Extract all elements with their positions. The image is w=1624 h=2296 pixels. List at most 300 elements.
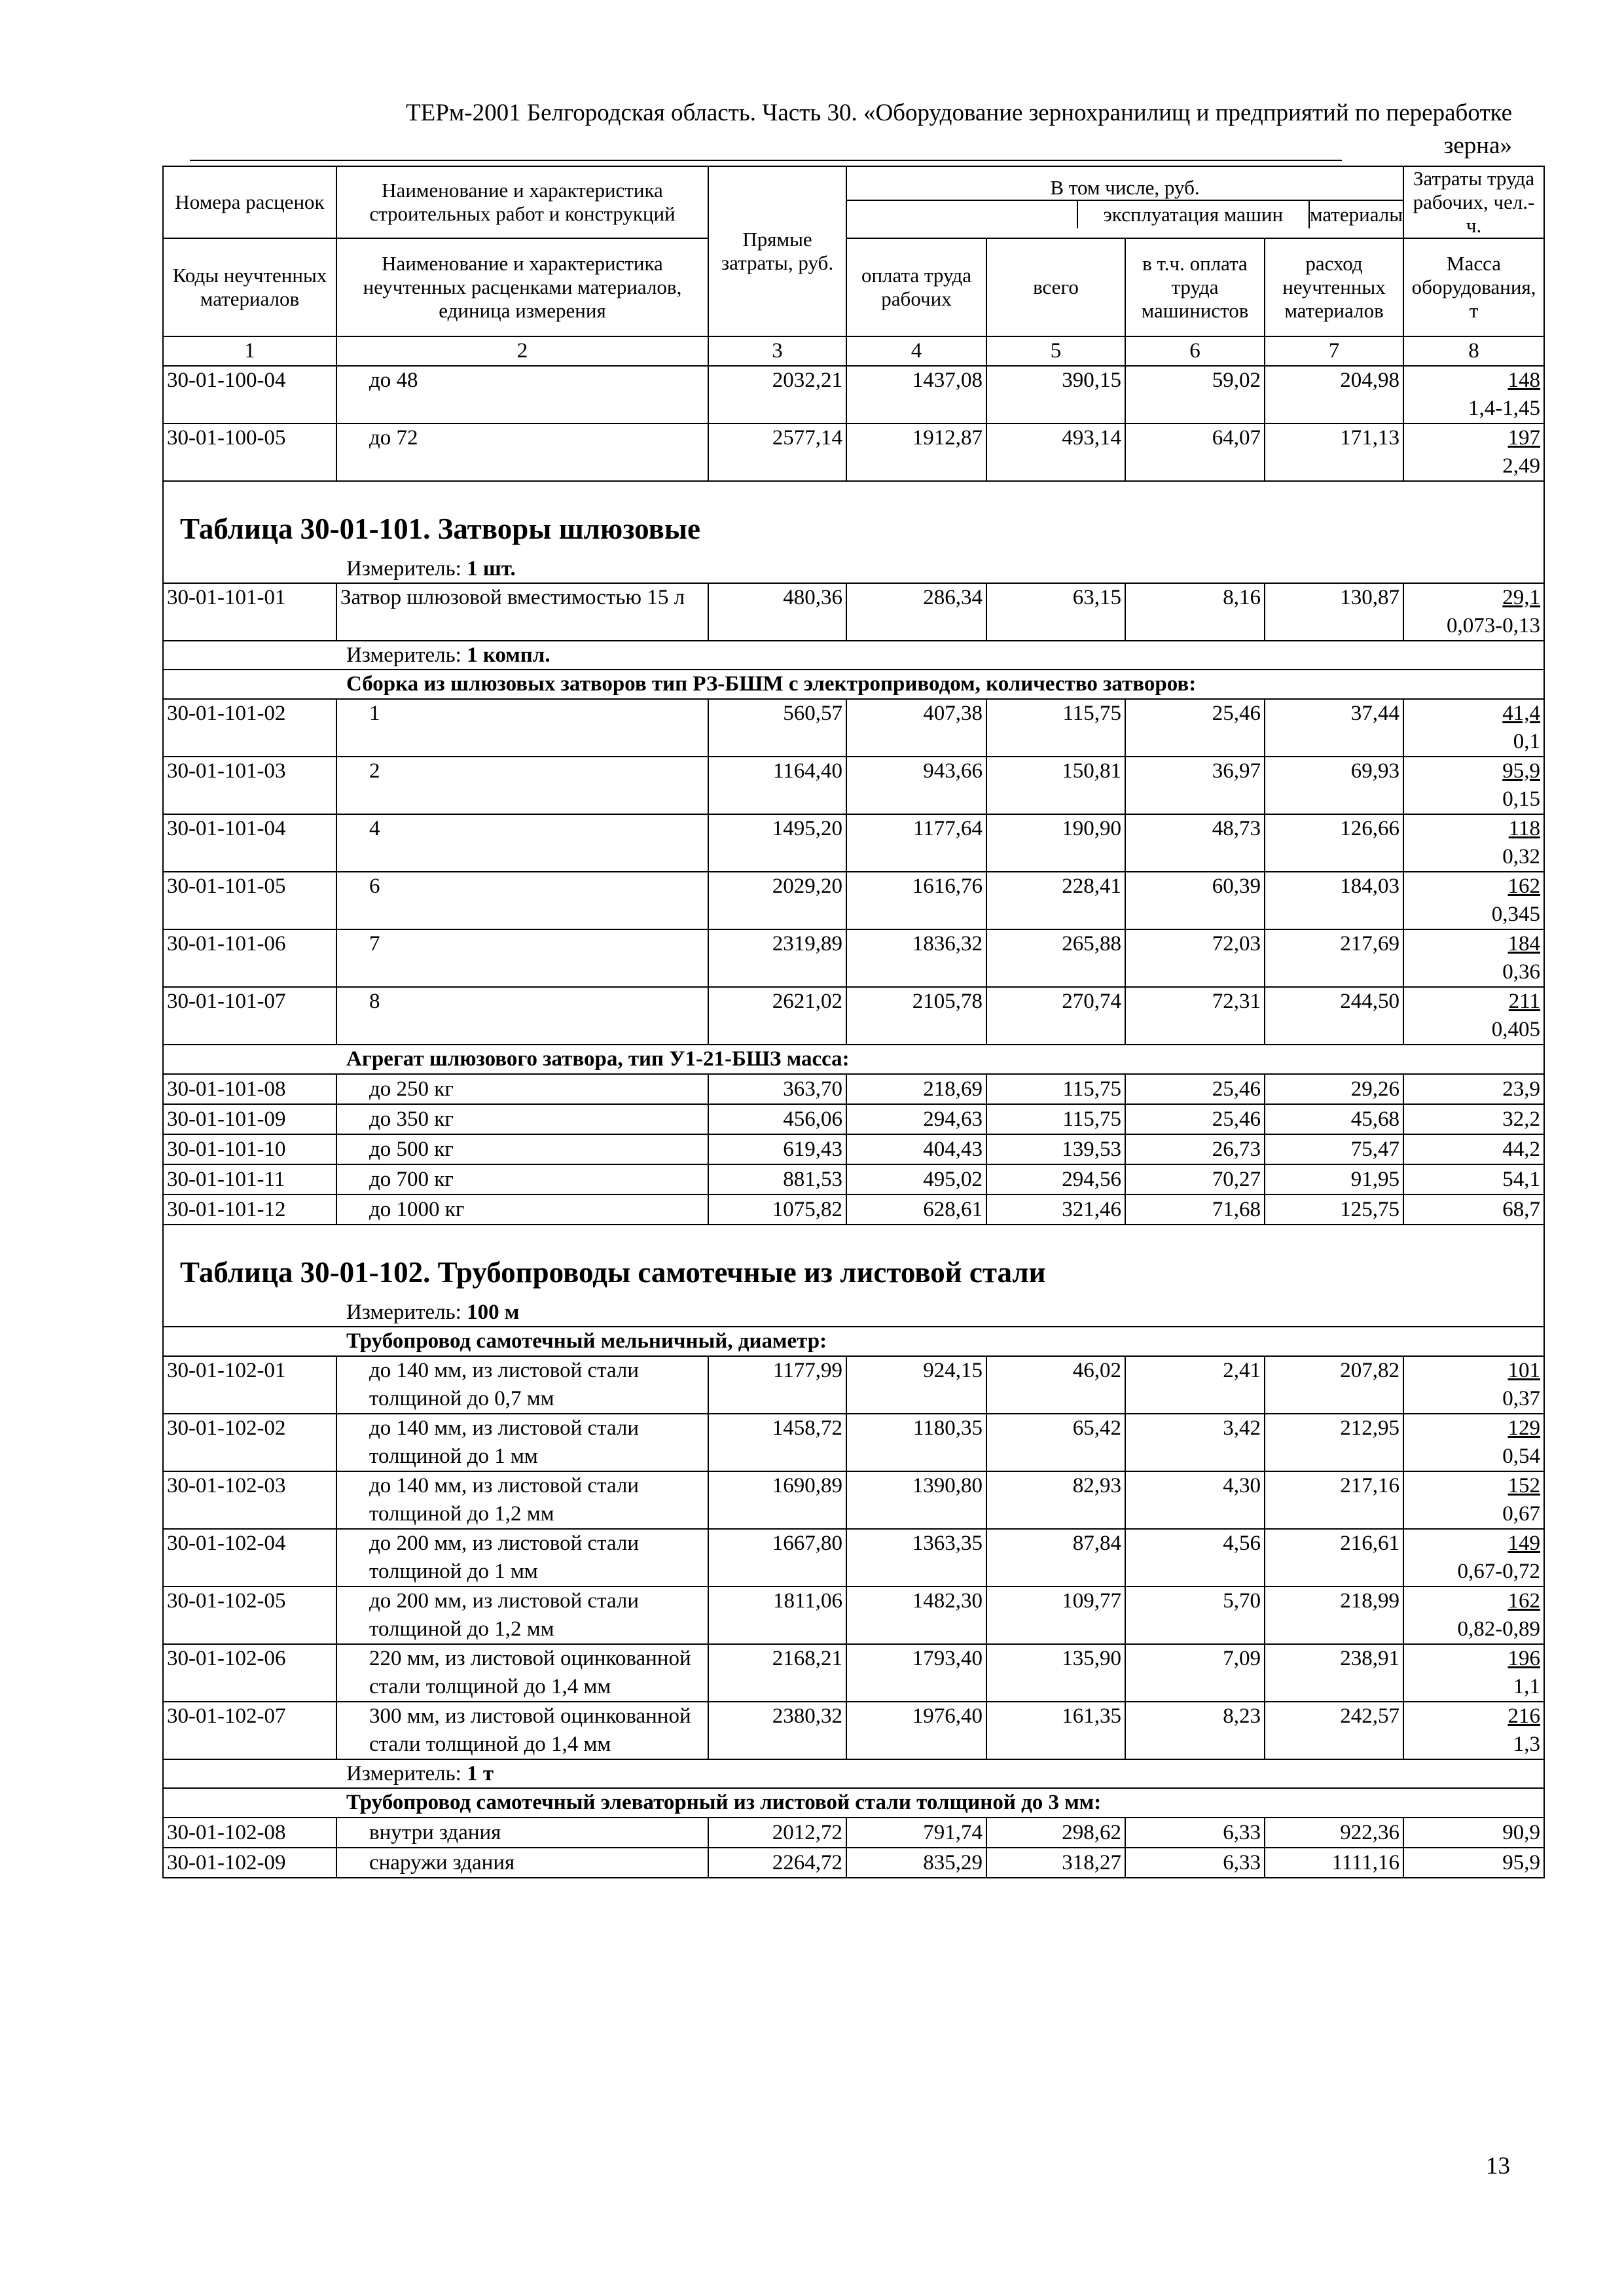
table-title: Таблица 30-01-101. Затворы шлюзовые bbox=[163, 504, 1544, 555]
labor-hours: 118 bbox=[1508, 817, 1541, 840]
direct-costs: 2029,20 bbox=[708, 872, 846, 929]
machines-total: 115,75 bbox=[986, 699, 1125, 757]
measure-unit bbox=[163, 555, 1544, 583]
machinists-pay: 70,27 bbox=[1125, 1164, 1265, 1194]
equipment-mass: 0,82-0,89 bbox=[1457, 1617, 1541, 1641]
table-row bbox=[163, 1471, 1544, 1529]
measure-label: Измеритель: bbox=[346, 643, 467, 667]
rate-code: 30-01-102-04 bbox=[163, 1529, 336, 1587]
rate-code: 30-01-102-09 bbox=[163, 1848, 336, 1878]
materials: 238,91 bbox=[1265, 1644, 1403, 1702]
head-materials: материалы bbox=[1308, 201, 1403, 228]
rate-name: до 250 кг bbox=[336, 1074, 708, 1104]
running-header bbox=[249, 97, 1512, 162]
labor-hours-mass bbox=[1403, 1471, 1544, 1529]
labor-pay: 1836,32 bbox=[846, 929, 986, 987]
machines-total: 493,14 bbox=[986, 423, 1125, 481]
table-body bbox=[163, 166, 1544, 1878]
machinists-pay: 60,39 bbox=[1125, 872, 1265, 929]
header-rule bbox=[190, 160, 1342, 161]
labor-hours-mass bbox=[1403, 423, 1544, 481]
materials: 45,68 bbox=[1265, 1104, 1403, 1134]
rate-code: 30-01-101-10 bbox=[163, 1134, 336, 1164]
machinists-pay: 4,30 bbox=[1125, 1471, 1265, 1529]
rate-name: 7 bbox=[336, 929, 708, 987]
materials: 244,50 bbox=[1265, 987, 1403, 1045]
materials: 1111,16 bbox=[1265, 1848, 1403, 1878]
labor-hours: 23,9 bbox=[1403, 1074, 1544, 1104]
direct-costs: 1458,72 bbox=[708, 1414, 846, 1471]
machines-total: 390,15 bbox=[986, 366, 1125, 423]
table-row bbox=[163, 872, 1544, 929]
rate-code: 30-01-102-02 bbox=[163, 1414, 336, 1471]
direct-costs: 560,57 bbox=[708, 699, 846, 757]
labor-hours: 32,2 bbox=[1403, 1104, 1544, 1134]
rate-code: 30-01-102-08 bbox=[163, 1818, 336, 1848]
rate-name: до 700 кг bbox=[336, 1164, 708, 1194]
colnum: 6 bbox=[1125, 336, 1265, 366]
labor-pay: 924,15 bbox=[846, 1356, 986, 1414]
head-col8-top: Затраты труда рабочих, чел.-ч. bbox=[1403, 166, 1544, 238]
measure-row bbox=[163, 641, 1544, 670]
direct-costs: 456,06 bbox=[708, 1104, 846, 1134]
rate-name: до 200 мм, из листовой стали толщиной до 1 мм bbox=[336, 1529, 708, 1587]
rate-code: 30-01-101-02 bbox=[163, 699, 336, 757]
head-col2-bottom: Наименование и характеристика неучтенных расценками материалов, единица измерения bbox=[336, 238, 708, 336]
rate-code: 30-01-101-06 bbox=[163, 929, 336, 987]
machinists-pay: 25,46 bbox=[1125, 1104, 1265, 1134]
materials: 217,69 bbox=[1265, 929, 1403, 987]
rate-name: снаружи здания bbox=[336, 1848, 708, 1878]
rate-name: до 500 кг bbox=[336, 1134, 708, 1164]
rate-name: 8 bbox=[336, 987, 708, 1045]
labor-hours: 101 bbox=[1507, 1359, 1541, 1382]
machines-total: 46,02 bbox=[986, 1356, 1125, 1414]
rate-name: 220 мм, из листовой оцинкованной стали толщиной до 1,4 мм bbox=[336, 1644, 708, 1702]
head-incl: В том числе, руб. bbox=[847, 176, 1403, 201]
machinists-pay: 25,46 bbox=[1125, 699, 1265, 757]
head-col7: расход неучтенных материалов bbox=[1265, 238, 1403, 336]
gap-row bbox=[163, 481, 1544, 504]
rate-code: 30-01-101-09 bbox=[163, 1104, 336, 1134]
measure-row bbox=[163, 1299, 1544, 1327]
machinists-pay: 5,70 bbox=[1125, 1587, 1265, 1644]
labor-pay: 1180,35 bbox=[846, 1414, 986, 1471]
materials: 69,93 bbox=[1265, 757, 1403, 814]
table-row bbox=[163, 987, 1544, 1045]
direct-costs: 2621,02 bbox=[708, 987, 846, 1045]
labor-pay: 628,61 bbox=[846, 1194, 986, 1225]
table-row bbox=[163, 366, 1544, 423]
head-row-1 bbox=[163, 166, 1544, 238]
rate-name: до 350 кг bbox=[336, 1104, 708, 1134]
machines-total: 298,62 bbox=[986, 1818, 1125, 1848]
direct-costs: 2032,21 bbox=[708, 366, 846, 423]
labor-pay: 1793,40 bbox=[846, 1644, 986, 1702]
rate-name: 300 мм, из листовой оцинкованной стали толщиной до 1,4 мм bbox=[336, 1702, 708, 1759]
labor-hours: 162 bbox=[1507, 874, 1541, 898]
materials: 184,03 bbox=[1265, 872, 1403, 929]
direct-costs: 2168,21 bbox=[708, 1644, 846, 1702]
section-row bbox=[163, 1788, 1544, 1818]
table-row bbox=[163, 814, 1544, 872]
page-number: 13 bbox=[1486, 2153, 1510, 2179]
table-row bbox=[163, 1702, 1544, 1759]
measure-unit bbox=[163, 641, 1544, 670]
table-row bbox=[163, 757, 1544, 814]
labor-pay: 495,02 bbox=[846, 1164, 986, 1194]
direct-costs: 619,43 bbox=[708, 1134, 846, 1164]
equipment-mass: 1,1 bbox=[1513, 1675, 1541, 1698]
labor-hours: 129 bbox=[1507, 1416, 1541, 1440]
head-incl-group bbox=[846, 166, 1403, 238]
rate-code: 30-01-101-03 bbox=[163, 757, 336, 814]
machinists-pay: 72,03 bbox=[1125, 929, 1265, 987]
materials: 37,44 bbox=[1265, 699, 1403, 757]
direct-costs: 2264,72 bbox=[708, 1848, 846, 1878]
direct-costs: 363,70 bbox=[708, 1074, 846, 1104]
machinists-pay: 64,07 bbox=[1125, 423, 1265, 481]
labor-pay: 1363,35 bbox=[846, 1529, 986, 1587]
gap-cell bbox=[163, 1225, 1544, 1247]
rate-name: 4 bbox=[336, 814, 708, 872]
header-line2: зерна» bbox=[1443, 132, 1512, 159]
table-row bbox=[163, 1414, 1544, 1471]
rate-code: 30-01-102-05 bbox=[163, 1587, 336, 1644]
machines-total: 139,53 bbox=[986, 1134, 1125, 1164]
machinists-pay: 3,42 bbox=[1125, 1414, 1265, 1471]
machinists-pay: 8,23 bbox=[1125, 1702, 1265, 1759]
table-title: Таблица 30-01-102. Трубопроводы самотечные из листовой стали bbox=[163, 1247, 1544, 1299]
head-col6: в т.ч. оплата труда машинистов bbox=[1125, 238, 1265, 336]
labor-hours: 95,9 bbox=[1403, 1848, 1544, 1878]
labor-hours-mass bbox=[1403, 366, 1544, 423]
rate-code: 30-01-101-12 bbox=[163, 1194, 336, 1225]
labor-hours: 152 bbox=[1507, 1474, 1541, 1498]
machines-total: 161,35 bbox=[986, 1702, 1125, 1759]
head-col8-bottom: Масса оборудования, т bbox=[1403, 238, 1544, 336]
materials: 212,95 bbox=[1265, 1414, 1403, 1471]
rate-code: 30-01-101-07 bbox=[163, 987, 336, 1045]
labor-pay: 407,38 bbox=[846, 699, 986, 757]
measure-label: Измеритель: bbox=[346, 557, 467, 581]
measure-value: 1 шт. bbox=[467, 557, 516, 581]
table-row bbox=[163, 699, 1544, 757]
labor-pay: 294,63 bbox=[846, 1104, 986, 1134]
materials: 171,13 bbox=[1265, 423, 1403, 481]
labor-pay: 791,74 bbox=[846, 1818, 986, 1848]
labor-hours: 68,7 bbox=[1403, 1194, 1544, 1225]
direct-costs: 2319,89 bbox=[708, 929, 846, 987]
labor-pay: 218,69 bbox=[846, 1074, 986, 1104]
table-row bbox=[163, 1356, 1544, 1414]
measure-unit bbox=[163, 1299, 1544, 1327]
rate-name: до 72 bbox=[336, 423, 708, 481]
labor-hours-mass bbox=[1403, 1587, 1544, 1644]
equipment-mass: 0,67 bbox=[1502, 1502, 1541, 1526]
labor-hours-mass bbox=[1403, 1702, 1544, 1759]
materials: 125,75 bbox=[1265, 1194, 1403, 1225]
machines-total: 190,90 bbox=[986, 814, 1125, 872]
labor-pay: 1177,64 bbox=[846, 814, 986, 872]
measure-value: 1 т bbox=[467, 1762, 494, 1785]
direct-costs: 881,53 bbox=[708, 1164, 846, 1194]
machines-total: 150,81 bbox=[986, 757, 1125, 814]
materials: 130,87 bbox=[1265, 583, 1403, 641]
rate-code: 30-01-100-04 bbox=[163, 366, 336, 423]
labor-hours: 54,1 bbox=[1403, 1164, 1544, 1194]
machines-total: 109,77 bbox=[986, 1587, 1125, 1644]
table-row bbox=[163, 1818, 1544, 1848]
rate-name: до 1000 кг bbox=[336, 1194, 708, 1225]
machinists-pay: 26,73 bbox=[1125, 1134, 1265, 1164]
table-title-row bbox=[163, 1247, 1544, 1299]
colnum: 4 bbox=[846, 336, 986, 366]
colnum: 5 bbox=[986, 336, 1125, 366]
equipment-mass: 0,32 bbox=[1502, 845, 1541, 869]
rate-code: 30-01-102-07 bbox=[163, 1702, 336, 1759]
rate-name: до 140 мм, из листовой стали толщиной до 1 мм bbox=[336, 1414, 708, 1471]
direct-costs: 2380,32 bbox=[708, 1702, 846, 1759]
direct-costs: 1495,20 bbox=[708, 814, 846, 872]
labor-pay: 1390,80 bbox=[846, 1471, 986, 1529]
table-row bbox=[163, 1848, 1544, 1878]
measure-value: 100 м bbox=[467, 1300, 520, 1324]
table-row bbox=[163, 1074, 1544, 1104]
equipment-mass: 0,1 bbox=[1513, 730, 1541, 753]
head-row-2 bbox=[163, 238, 1544, 336]
rate-code: 30-01-101-08 bbox=[163, 1074, 336, 1104]
machinists-pay: 36,97 bbox=[1125, 757, 1265, 814]
equipment-mass: 2,49 bbox=[1502, 454, 1541, 478]
labor-hours-mass bbox=[1403, 1356, 1544, 1414]
materials: 218,99 bbox=[1265, 1587, 1403, 1644]
machines-total: 63,15 bbox=[986, 583, 1125, 641]
labor-hours: 90,9 bbox=[1403, 1818, 1544, 1848]
equipment-mass: 0,073-0,13 bbox=[1447, 614, 1541, 637]
materials: 922,36 bbox=[1265, 1818, 1403, 1848]
column-numbers-row bbox=[163, 336, 1544, 366]
machinists-pay: 7,09 bbox=[1125, 1644, 1265, 1702]
machines-total: 294,56 bbox=[986, 1164, 1125, 1194]
table-row bbox=[163, 1104, 1544, 1134]
machines-total: 115,75 bbox=[986, 1104, 1125, 1134]
table-row bbox=[163, 1134, 1544, 1164]
machinists-pay: 48,73 bbox=[1125, 814, 1265, 872]
rate-name: до 140 мм, из листовой стали толщиной до 1,2 мм bbox=[336, 1471, 708, 1529]
rate-name: до 140 мм, из листовой стали толщиной до 0,7 мм bbox=[336, 1356, 708, 1414]
head-col3: Прямые затраты, руб. bbox=[708, 166, 846, 336]
labor-pay: 835,29 bbox=[846, 1848, 986, 1878]
measure-label: Измеритель: bbox=[346, 1762, 467, 1785]
table-row bbox=[163, 1529, 1544, 1587]
materials: 217,16 bbox=[1265, 1471, 1403, 1529]
colnum: 2 bbox=[336, 336, 708, 366]
labor-hours-mass bbox=[1403, 1414, 1544, 1471]
labor-hours: 29,1 bbox=[1502, 586, 1541, 609]
measure-row bbox=[163, 1759, 1544, 1788]
equipment-mass: 1,4-1,45 bbox=[1468, 397, 1541, 420]
section-heading: Агрегат шлюзового затвора, тип У1-21-БШЗ масса: bbox=[163, 1045, 1544, 1074]
labor-hours: 41,4 bbox=[1502, 702, 1541, 725]
machinists-pay: 25,46 bbox=[1125, 1074, 1265, 1104]
section-row bbox=[163, 670, 1544, 699]
machines-total: 321,46 bbox=[986, 1194, 1125, 1225]
labor-pay: 1482,30 bbox=[846, 1587, 986, 1644]
colnum: 8 bbox=[1403, 336, 1544, 366]
machines-total: 228,41 bbox=[986, 872, 1125, 929]
direct-costs: 1811,06 bbox=[708, 1587, 846, 1644]
machines-total: 270,74 bbox=[986, 987, 1125, 1045]
machinists-pay: 59,02 bbox=[1125, 366, 1265, 423]
measure-unit bbox=[163, 1759, 1544, 1788]
labor-hours: 211 bbox=[1508, 990, 1541, 1013]
labor-hours-mass bbox=[1403, 699, 1544, 757]
labor-hours-mass bbox=[1403, 1644, 1544, 1702]
rates-table bbox=[162, 166, 1545, 1878]
materials: 242,57 bbox=[1265, 1702, 1403, 1759]
labor-hours-mass bbox=[1403, 929, 1544, 987]
rate-name: до 48 bbox=[336, 366, 708, 423]
machinists-pay: 2,41 bbox=[1125, 1356, 1265, 1414]
rate-name: 2 bbox=[336, 757, 708, 814]
machinists-pay: 71,68 bbox=[1125, 1194, 1265, 1225]
colnum: 1 bbox=[163, 336, 336, 366]
head-col5: всего bbox=[986, 238, 1125, 336]
labor-hours: 44,2 bbox=[1403, 1134, 1544, 1164]
labor-hours-mass bbox=[1403, 987, 1544, 1045]
equipment-mass: 1,3 bbox=[1513, 1732, 1541, 1756]
equipment-mass: 0,405 bbox=[1491, 1018, 1541, 1041]
labor-hours: 95,9 bbox=[1502, 759, 1541, 783]
rate-name: Затвор шлюзовой вместимостью 15 л bbox=[336, 583, 708, 641]
machines-total: 318,27 bbox=[986, 1848, 1125, 1878]
rate-name: 6 bbox=[336, 872, 708, 929]
direct-costs: 1075,82 bbox=[708, 1194, 846, 1225]
labor-pay: 404,43 bbox=[846, 1134, 986, 1164]
rate-code: 30-01-101-01 bbox=[163, 583, 336, 641]
machinists-pay: 4,56 bbox=[1125, 1529, 1265, 1587]
direct-costs: 1690,89 bbox=[708, 1471, 846, 1529]
machines-total: 65,42 bbox=[986, 1414, 1125, 1471]
machines-total: 265,88 bbox=[986, 929, 1125, 987]
labor-pay: 1976,40 bbox=[846, 1702, 986, 1759]
machinists-pay: 6,33 bbox=[1125, 1818, 1265, 1848]
equipment-mass: 0,36 bbox=[1502, 960, 1541, 984]
materials: 216,61 bbox=[1265, 1529, 1403, 1587]
materials: 91,95 bbox=[1265, 1164, 1403, 1194]
materials: 75,47 bbox=[1265, 1134, 1403, 1164]
direct-costs: 2012,72 bbox=[708, 1818, 846, 1848]
head-col1-bottom: Коды неучтенных материалов bbox=[163, 238, 336, 336]
labor-pay: 2105,78 bbox=[846, 987, 986, 1045]
machines-total: 135,90 bbox=[986, 1644, 1125, 1702]
section-row bbox=[163, 1327, 1544, 1356]
measure-value: 1 компл. bbox=[467, 643, 550, 667]
gap-row bbox=[163, 1225, 1544, 1247]
labor-pay: 286,34 bbox=[846, 583, 986, 641]
machines-total: 87,84 bbox=[986, 1529, 1125, 1587]
section-heading: Трубопровод самотечный элеваторный из листовой стали толщиной до 3 мм: bbox=[163, 1788, 1544, 1818]
labor-pay: 1912,87 bbox=[846, 423, 986, 481]
table-row bbox=[163, 583, 1544, 641]
machines-total: 82,93 bbox=[986, 1471, 1125, 1529]
colnum: 7 bbox=[1265, 336, 1403, 366]
gap-cell bbox=[163, 481, 1544, 504]
equipment-mass: 0,54 bbox=[1502, 1444, 1541, 1468]
measure-row bbox=[163, 555, 1544, 583]
table-row bbox=[163, 929, 1544, 987]
head-col1-top: Номера расценок bbox=[163, 166, 336, 238]
labor-hours: 149 bbox=[1507, 1532, 1541, 1555]
labor-hours: 196 bbox=[1507, 1647, 1541, 1670]
labor-pay: 943,66 bbox=[846, 757, 986, 814]
labor-hours: 197 bbox=[1507, 426, 1541, 450]
rate-code: 30-01-102-06 bbox=[163, 1644, 336, 1702]
table-row bbox=[163, 1194, 1544, 1225]
labor-hours-mass bbox=[1403, 872, 1544, 929]
equipment-mass: 0,67-0,72 bbox=[1457, 1560, 1541, 1583]
equipment-mass: 0,345 bbox=[1491, 903, 1541, 926]
labor-pay: 1437,08 bbox=[846, 366, 986, 423]
machinists-pay: 6,33 bbox=[1125, 1848, 1265, 1878]
rate-name: 1 bbox=[336, 699, 708, 757]
rate-code: 30-01-101-04 bbox=[163, 814, 336, 872]
rate-code: 30-01-102-01 bbox=[163, 1356, 336, 1414]
labor-hours-mass bbox=[1403, 757, 1544, 814]
section-row bbox=[163, 1045, 1544, 1074]
labor-hours: 148 bbox=[1507, 368, 1541, 392]
head-machines: эксплуатация машин bbox=[1077, 201, 1308, 228]
direct-costs: 1667,80 bbox=[708, 1529, 846, 1587]
section-heading: Сборка из шлюзовых затворов тип РЗ-БШМ с электроприводом, количество затворов: bbox=[163, 670, 1544, 699]
measure-label: Измеритель: bbox=[346, 1300, 467, 1324]
materials: 126,66 bbox=[1265, 814, 1403, 872]
header-line1: ТЕРм-2001 Белгородская область. Часть 30. «Оборудование зернохранилищ и предприятий по переработке bbox=[406, 99, 1512, 126]
direct-costs: 480,36 bbox=[708, 583, 846, 641]
table-title-row bbox=[163, 504, 1544, 555]
rate-name: до 200 мм, из листовой стали толщиной до 1,2 мм bbox=[336, 1587, 708, 1644]
table-row bbox=[163, 423, 1544, 481]
table-row bbox=[163, 1587, 1544, 1644]
labor-hours-mass bbox=[1403, 1529, 1544, 1587]
head-col4: оплата труда рабочих bbox=[846, 238, 986, 336]
equipment-mass: 0,37 bbox=[1502, 1387, 1541, 1410]
labor-hours: 184 bbox=[1507, 932, 1541, 956]
equipment-mass: 0,15 bbox=[1502, 787, 1541, 811]
direct-costs: 1164,40 bbox=[708, 757, 846, 814]
machinists-pay: 72,31 bbox=[1125, 987, 1265, 1045]
rate-code: 30-01-101-05 bbox=[163, 872, 336, 929]
machines-total: 115,75 bbox=[986, 1074, 1125, 1104]
labor-hours: 162 bbox=[1507, 1589, 1541, 1613]
materials: 207,82 bbox=[1265, 1356, 1403, 1414]
materials: 204,98 bbox=[1265, 366, 1403, 423]
section-heading: Трубопровод самотечный мельничный, диаметр: bbox=[163, 1327, 1544, 1356]
head-col2-top: Наименование и характеристика строительных работ и конструкций bbox=[336, 166, 708, 238]
rate-code: 30-01-101-11 bbox=[163, 1164, 336, 1194]
table-row bbox=[163, 1164, 1544, 1194]
materials: 29,26 bbox=[1265, 1074, 1403, 1104]
labor-hours-mass bbox=[1403, 814, 1544, 872]
machinists-pay: 8,16 bbox=[1125, 583, 1265, 641]
labor-pay: 1616,76 bbox=[846, 872, 986, 929]
rate-code: 30-01-102-03 bbox=[163, 1471, 336, 1529]
rate-code: 30-01-100-05 bbox=[163, 423, 336, 481]
rate-name: внутри здания bbox=[336, 1818, 708, 1848]
direct-costs: 1177,99 bbox=[708, 1356, 846, 1414]
direct-costs: 2577,14 bbox=[708, 423, 846, 481]
